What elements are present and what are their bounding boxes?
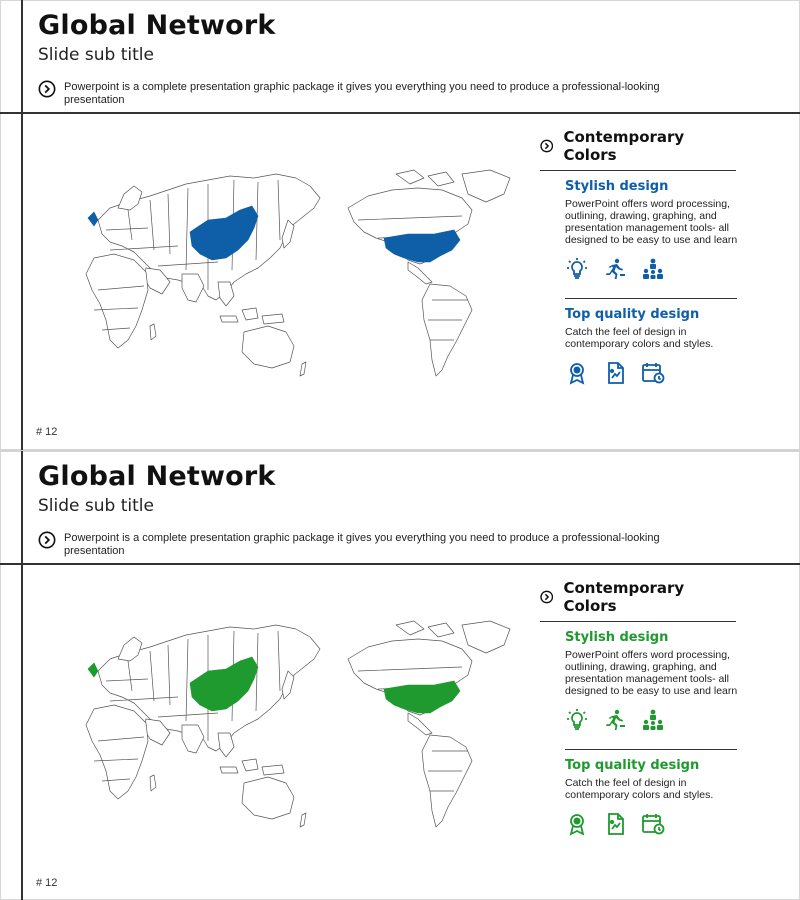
icon-row [565, 256, 741, 282]
world-map [58, 150, 538, 390]
slide-title: Global Network [38, 461, 276, 492]
section-title: Stylish design [565, 179, 669, 194]
award-ribbon-icon [565, 361, 589, 385]
section-text: PowerPoint offers word processing, outlining, drawing, graphing, and presentation management tools- all designed to be easy to use and learn [565, 649, 738, 697]
page-number: # 12 [36, 426, 58, 438]
section-stylish-design [565, 179, 741, 282]
panel-title: Contemporary Colors [563, 579, 685, 615]
section-separator [565, 749, 737, 750]
slide-subtitle: Slide sub title [38, 45, 154, 65]
team-hierarchy-icon [641, 708, 665, 732]
vertical-divider [21, 451, 23, 900]
description-text: Powerpoint is a complete presentation graphic package it gives you everything you need to produce a professional-looking presentation [64, 81, 660, 106]
section-title: Top quality design [565, 307, 700, 323]
info-panel [540, 579, 740, 837]
section-title: Stylish design [565, 630, 669, 645]
section-top-quality-design [565, 307, 741, 386]
lightbulb-icon [565, 257, 589, 281]
icon-row [565, 811, 741, 837]
world-map [58, 601, 538, 841]
page-number: # 12 [36, 877, 58, 889]
section-top-quality-design [565, 758, 741, 837]
calendar-clock-icon [641, 361, 665, 385]
slide-2 [0, 450, 800, 900]
vertical-divider [21, 0, 23, 450]
circle-arrow-icon [38, 80, 56, 98]
info-panel [540, 128, 740, 386]
section-text: Catch the feel of design in contemporary colors and styles. [565, 326, 714, 351]
horizontal-divider [0, 112, 800, 114]
horizontal-divider [0, 563, 800, 565]
panel-header [540, 579, 736, 622]
running-person-icon [603, 708, 627, 732]
section-text: PowerPoint offers word processing, outlining, drawing, graphing, and presentation management tools- all designed to be easy to use and learn [565, 198, 738, 246]
highlight-uk [88, 663, 98, 677]
award-ribbon-icon [565, 812, 589, 836]
circle-arrow-icon [540, 590, 553, 604]
description-row [38, 530, 718, 558]
circle-arrow-icon [38, 531, 56, 549]
section-text: Catch the feel of design in contemporary colors and styles. [565, 777, 714, 802]
section-separator [565, 298, 737, 299]
description-text: Powerpoint is a complete presentation graphic package it gives you everything you need to produce a professional-looking presentation [64, 532, 660, 557]
circle-arrow-icon [540, 139, 553, 153]
panel-header [540, 128, 736, 171]
description-row [38, 79, 718, 107]
slide-subtitle: Slide sub title [38, 496, 154, 516]
running-person-icon [603, 257, 627, 281]
highlight-uk [88, 212, 98, 226]
section-stylish-design [565, 630, 741, 733]
section-title: Top quality design [565, 758, 700, 774]
icon-row [565, 707, 741, 733]
document-chart-icon [603, 361, 627, 385]
slide-title: Global Network [38, 10, 276, 41]
document-chart-icon [603, 812, 627, 836]
panel-title: Contemporary Colors [563, 128, 685, 164]
calendar-clock-icon [641, 812, 665, 836]
team-hierarchy-icon [641, 257, 665, 281]
lightbulb-icon [565, 708, 589, 732]
icon-row [565, 360, 741, 386]
